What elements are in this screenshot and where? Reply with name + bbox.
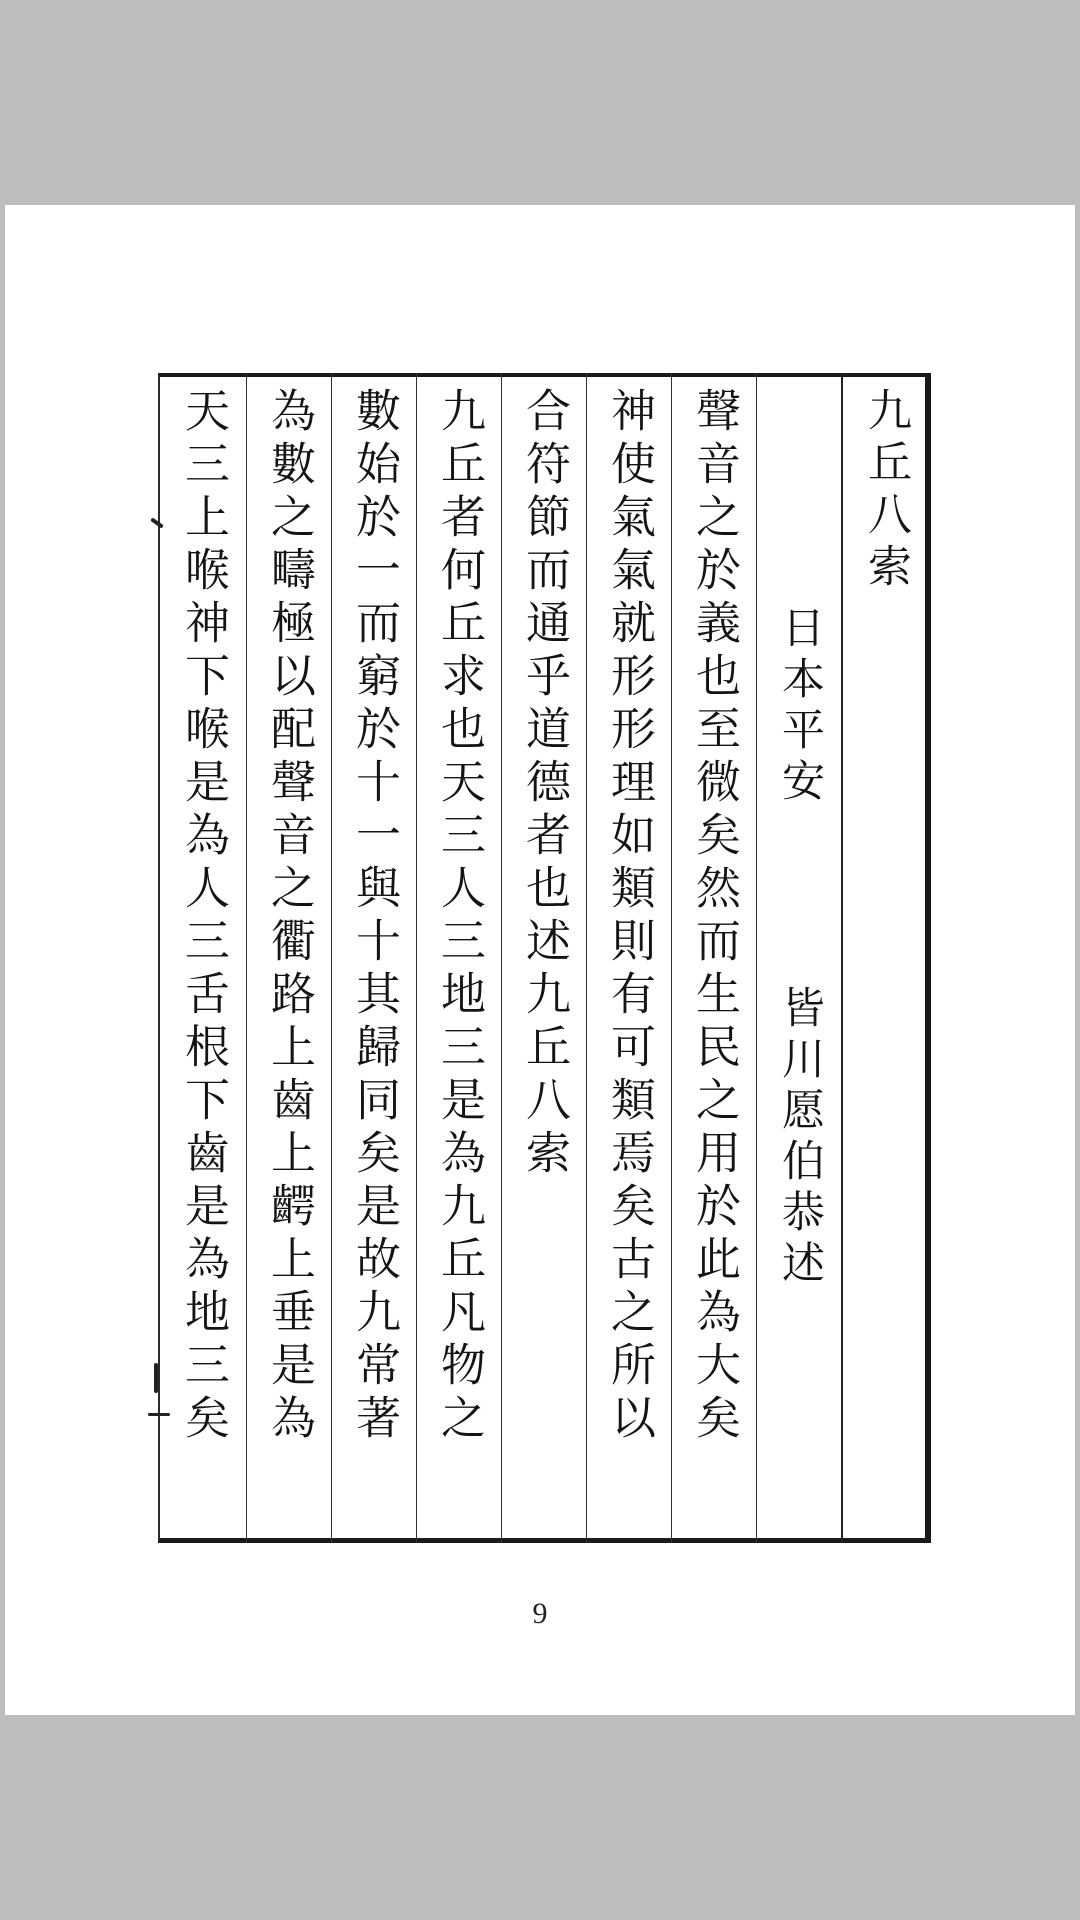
title-text: 九丘八索 bbox=[860, 387, 911, 595]
book-page bbox=[5, 205, 1075, 1715]
column-text-5: 數始於一而窮於十一與十其歸同矣是故九常著 bbox=[348, 387, 401, 1447]
column-text-6: 為數之疇極以配聲音之衢路上齒上齶上垂是為 bbox=[263, 387, 316, 1447]
text-column-3 bbox=[501, 373, 586, 1543]
byline-author: 皆川愿伯恭述 bbox=[775, 985, 825, 1291]
column-text-2: 神使氣氣就形形理如類則有可類焉矣古之所以 bbox=[603, 387, 656, 1447]
woodblock-scan bbox=[158, 373, 931, 1543]
page-number: 9 bbox=[532, 1597, 548, 1630]
text-column-1 bbox=[671, 373, 756, 1543]
column-text-4: 九丘者何丘求也天三人三地三是為九丘凡物之 bbox=[433, 387, 486, 1447]
ink-smudge bbox=[148, 1413, 170, 1416]
text-column-6 bbox=[246, 373, 331, 1543]
text-column-7 bbox=[161, 373, 246, 1543]
column-text-7: 天三上喉神下喉是為人三舌根下齒是為地三矣 bbox=[177, 387, 230, 1447]
text-column-4 bbox=[416, 373, 501, 1543]
byline-place: 日本平安 bbox=[775, 605, 825, 809]
column-text-3: 合符節而通乎道德者也述九丘八索 bbox=[518, 387, 571, 1182]
text-column-2 bbox=[586, 373, 671, 1543]
byline-column bbox=[756, 373, 841, 1543]
title-column bbox=[841, 373, 925, 1543]
ink-smudge bbox=[154, 1363, 158, 1393]
column-text-1: 聲音之於義也至微矣然而生民之用於此為大矣 bbox=[688, 387, 741, 1447]
text-column-5 bbox=[331, 373, 416, 1543]
